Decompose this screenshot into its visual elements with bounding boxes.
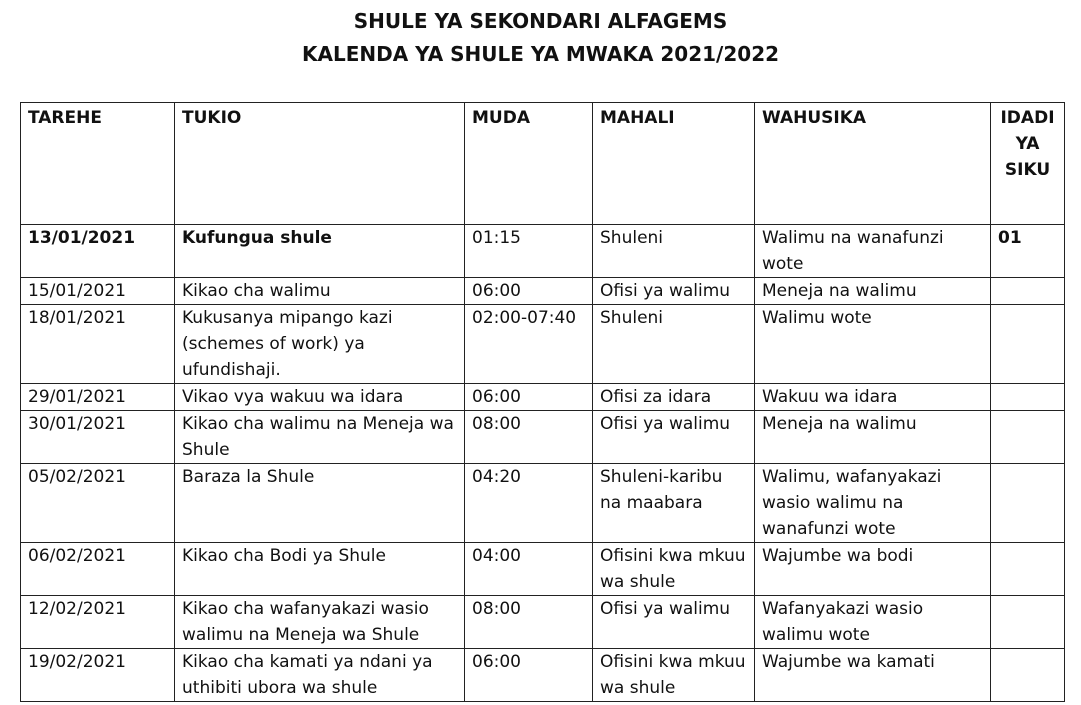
cell-place: Ofisini kwa mkuu wa shule [593, 649, 755, 702]
cell-date: 30/01/2021 [21, 411, 175, 464]
cell-place: Shuleni [593, 305, 755, 384]
cell-place: Shuleni-karibu na maabara [593, 464, 755, 543]
table-row [21, 649, 1065, 702]
cell-participants: Wajumbe wa bodi [755, 543, 991, 596]
header-tarehe: TAREHE [21, 103, 175, 225]
cell-date: 15/01/2021 [21, 278, 175, 305]
cell-time: 02:00-07:40 [465, 305, 593, 384]
header-muda: MUDA [465, 103, 593, 225]
cell-date: 19/02/2021 [21, 649, 175, 702]
cell-days [991, 278, 1065, 305]
cell-place: Ofisi ya walimu [593, 411, 755, 464]
cell-date: 18/01/2021 [21, 305, 175, 384]
cell-event: Kikao cha Bodi ya Shule [175, 543, 465, 596]
cell-days [991, 649, 1065, 702]
table-row [21, 596, 1065, 649]
cell-participants: Walimu wote [755, 305, 991, 384]
cell-event: Kufungua shule [175, 225, 465, 278]
cell-participants: Walimu, wafanyakazi wasio walimu na wanafunzi wote [755, 464, 991, 543]
cell-time: 06:00 [465, 384, 593, 411]
cell-time: 08:00 [465, 411, 593, 464]
table-row [21, 411, 1065, 464]
cell-place: Ofisi ya walimu [593, 596, 755, 649]
table-row [21, 278, 1065, 305]
cell-place: Ofisini kwa mkuu wa shule [593, 543, 755, 596]
table-row [21, 225, 1065, 278]
table-header-row [21, 103, 1065, 225]
cell-place: Ofisi ya walimu [593, 278, 755, 305]
cell-event: Baraza la Shule [175, 464, 465, 543]
header-wahusika: WAHUSIKA [755, 103, 991, 225]
cell-participants: Meneja na walimu [755, 278, 991, 305]
cell-participants: Wakuu wa idara [755, 384, 991, 411]
cell-date: 12/02/2021 [21, 596, 175, 649]
cell-days [991, 464, 1065, 543]
calendar-table [20, 102, 1065, 702]
cell-place: Shuleni [593, 225, 755, 278]
cell-event: Kikao cha walimu [175, 278, 465, 305]
cell-date: 13/01/2021 [21, 225, 175, 278]
header-tukio: TUKIO [175, 103, 465, 225]
cell-event: Kikao cha walimu na Meneja wa Shule [175, 411, 465, 464]
cell-event: Kikao cha kamati ya ndani ya uthibiti ubora wa shule [175, 649, 465, 702]
cell-participants: Wafanyakazi wasio walimu wote [755, 596, 991, 649]
cell-time: 04:20 [465, 464, 593, 543]
cell-date: 29/01/2021 [21, 384, 175, 411]
cell-days [991, 596, 1065, 649]
cell-time: 08:00 [465, 596, 593, 649]
cell-date: 06/02/2021 [21, 543, 175, 596]
cell-time: 06:00 [465, 649, 593, 702]
header-idadi-ya-siku: IDADI YA SIKU [991, 103, 1065, 225]
table-row [21, 464, 1065, 543]
cell-time: 01:15 [465, 225, 593, 278]
cell-date: 05/02/2021 [21, 464, 175, 543]
cell-time: 04:00 [465, 543, 593, 596]
cell-event: Kukusanya mipango kazi (schemes of work) ya ufundishaji. [175, 305, 465, 384]
cell-participants: Walimu na wanafunzi wote [755, 225, 991, 278]
cell-participants: Meneja na walimu [755, 411, 991, 464]
cell-days [991, 411, 1065, 464]
document-subtitle: KALENDA YA SHULE YA MWAKA 2021/2022 [301, 42, 780, 66]
table-row [21, 543, 1065, 596]
cell-days [991, 543, 1065, 596]
cell-place: Ofisi za idara [593, 384, 755, 411]
cell-participants: Wajumbe wa kamati [755, 649, 991, 702]
document-title: SHULE YA SEKONDARI ALFAGEMS [353, 9, 728, 33]
cell-event: Kikao cha wafanyakazi wasio walimu na Meneja wa Shule [175, 596, 465, 649]
table-row [21, 384, 1065, 411]
cell-days [991, 384, 1065, 411]
cell-days [991, 305, 1065, 384]
cell-days: 01 [991, 225, 1065, 278]
table-row [21, 305, 1065, 384]
cell-event: Vikao vya wakuu wa idara [175, 384, 465, 411]
header-mahali: MAHALI [593, 103, 755, 225]
cell-time: 06:00 [465, 278, 593, 305]
